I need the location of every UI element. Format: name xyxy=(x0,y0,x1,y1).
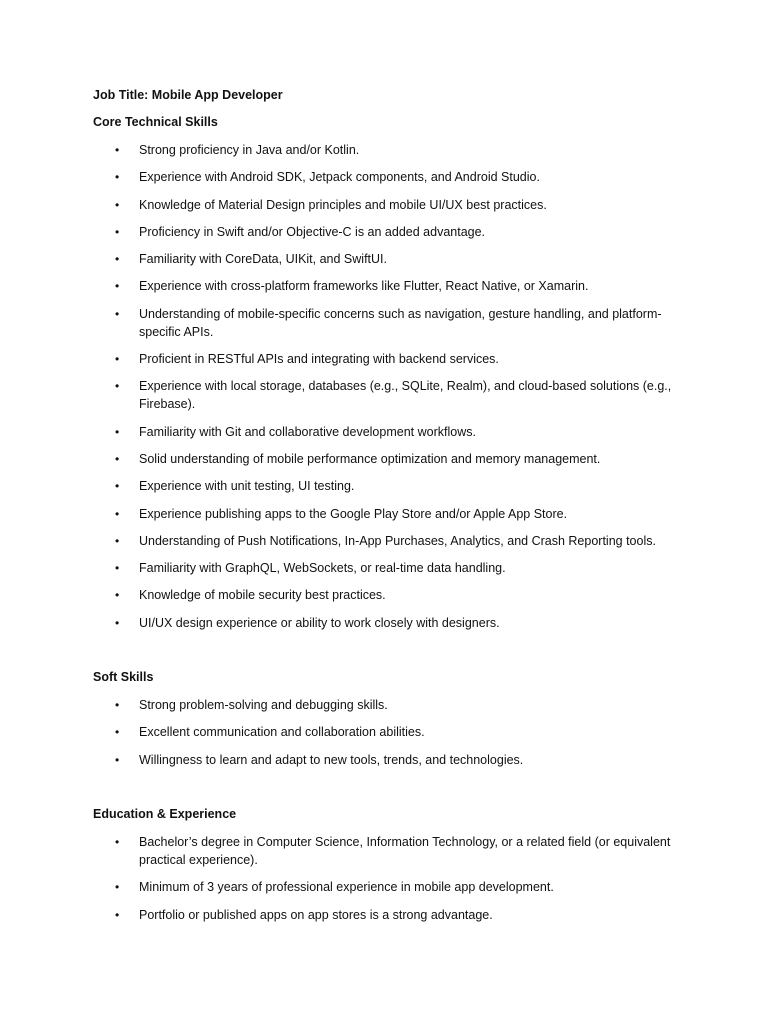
list-item-text: Strong proficiency in Java and/or Kotlin. xyxy=(139,143,360,157)
bullet-icon: • xyxy=(115,224,120,239)
list-item-text: Knowledge of mobile security best practices. xyxy=(139,588,386,603)
list-item-text: Familiarity with Git and collaborative development workflows. xyxy=(139,424,476,439)
list-item xyxy=(0,878,679,896)
list-item-text: Portfolio or published apps on app stores is a strong advantage. xyxy=(139,907,493,922)
list-item-text: Experience with local storage, databases (e.g., SQLite, Realm), and cloud-based solutions (e.g., Firebase). xyxy=(139,379,672,412)
bullet-icon: • xyxy=(115,588,120,603)
list-item xyxy=(0,377,679,413)
bullet-icon: • xyxy=(115,197,120,212)
list-item xyxy=(0,168,679,186)
soft-skills-heading: Soft Skills xyxy=(93,670,154,684)
list-item xyxy=(0,696,679,714)
bullet-icon: • xyxy=(115,252,120,267)
bullet-icon: • xyxy=(115,424,120,439)
bullet-icon: • xyxy=(115,143,120,157)
list-item-text: Familiarity with CoreData, UIKit, and SwiftUI. xyxy=(139,252,387,267)
list-item xyxy=(0,223,679,241)
job-title: Job Title: Mobile App Developer xyxy=(93,88,283,102)
list-item xyxy=(0,532,679,550)
list-item-text: Knowledge of Material Design principles and mobile UI/UX best practices. xyxy=(139,197,547,212)
education-list xyxy=(0,833,679,933)
list-item-text: Bachelor’s degree in Computer Science, Information Technology, or a related field (or equivalent practical experience). xyxy=(139,835,671,867)
list-item-text: Solid understanding of mobile performance optimization and memory management. xyxy=(139,451,601,466)
list-item xyxy=(0,450,679,468)
list-item xyxy=(0,833,679,869)
bullet-icon: • xyxy=(115,533,120,548)
list-item xyxy=(0,477,679,495)
list-item xyxy=(0,350,679,368)
education-heading: Education & Experience xyxy=(93,807,237,821)
soft-skills-list xyxy=(0,696,679,778)
list-item-text: Experience with Android SDK, Jetpack components, and Android Studio. xyxy=(139,170,540,185)
list-item-text: Minimum of 3 years of professional experience in mobile app development. xyxy=(139,880,554,895)
list-item-text: Proficient in RESTful APIs and integrating with backend services. xyxy=(139,352,499,367)
list-item xyxy=(0,423,679,441)
list-item-text: Experience with unit testing, UI testing. xyxy=(139,479,355,494)
bullet-icon: • xyxy=(115,725,120,740)
list-item-text: Familiarity with GraphQL, WebSockets, or real-time data handling. xyxy=(139,561,506,576)
bullet-icon: • xyxy=(115,907,120,922)
list-item-text: Experience with cross-platform frameworks like Flutter, React Native, or Xamarin. xyxy=(139,279,589,294)
bullet-icon: • xyxy=(115,451,120,466)
list-item xyxy=(0,277,679,295)
bullet-icon: • xyxy=(115,835,120,849)
list-item xyxy=(0,614,679,632)
bullet-icon: • xyxy=(115,752,120,767)
list-item-text: UI/UX design experience or ability to work closely with designers. xyxy=(139,615,500,630)
bullet-icon: • xyxy=(115,880,120,895)
list-item xyxy=(0,751,679,769)
list-item xyxy=(0,141,679,159)
bullet-icon: • xyxy=(115,506,120,521)
bullet-icon: • xyxy=(115,379,120,394)
bullet-icon: • xyxy=(115,479,120,494)
list-item-text: Experience publishing apps to the Google Play Store and/or Apple App Store. xyxy=(139,506,568,521)
list-item-text: Willingness to learn and adapt to new tools, trends, and technologies. xyxy=(139,752,524,767)
list-item-text: Excellent communication and collaboration abilities. xyxy=(139,725,425,740)
list-item xyxy=(0,723,679,741)
bullet-icon: • xyxy=(115,306,120,321)
list-item xyxy=(0,906,679,924)
bullet-icon: • xyxy=(115,561,120,576)
bullet-icon: • xyxy=(115,352,120,367)
list-item-text: Strong problem-solving and debugging skills. xyxy=(139,698,388,712)
list-item xyxy=(0,586,679,604)
list-item xyxy=(0,505,679,523)
list-item xyxy=(0,559,679,577)
bullet-icon: • xyxy=(115,698,120,712)
core-skills-list xyxy=(0,141,679,641)
core-skills-heading: Core Technical Skills xyxy=(93,115,218,129)
bullet-icon: • xyxy=(115,279,120,294)
list-item-text: Understanding of mobile-specific concerns such as navigation, gesture handling, and platform-specific APIs. xyxy=(139,306,662,339)
list-item xyxy=(0,305,679,341)
bullet-icon: • xyxy=(115,615,120,630)
list-item-text: Understanding of Push Notifications, In-App Purchases, Analytics, and Crash Reporting tools. xyxy=(139,533,656,548)
list-item xyxy=(0,196,679,214)
list-item-text: Proficiency in Swift and/or Objective-C is an added advantage. xyxy=(139,224,486,239)
list-item xyxy=(0,250,679,268)
bullet-icon: • xyxy=(115,170,120,185)
